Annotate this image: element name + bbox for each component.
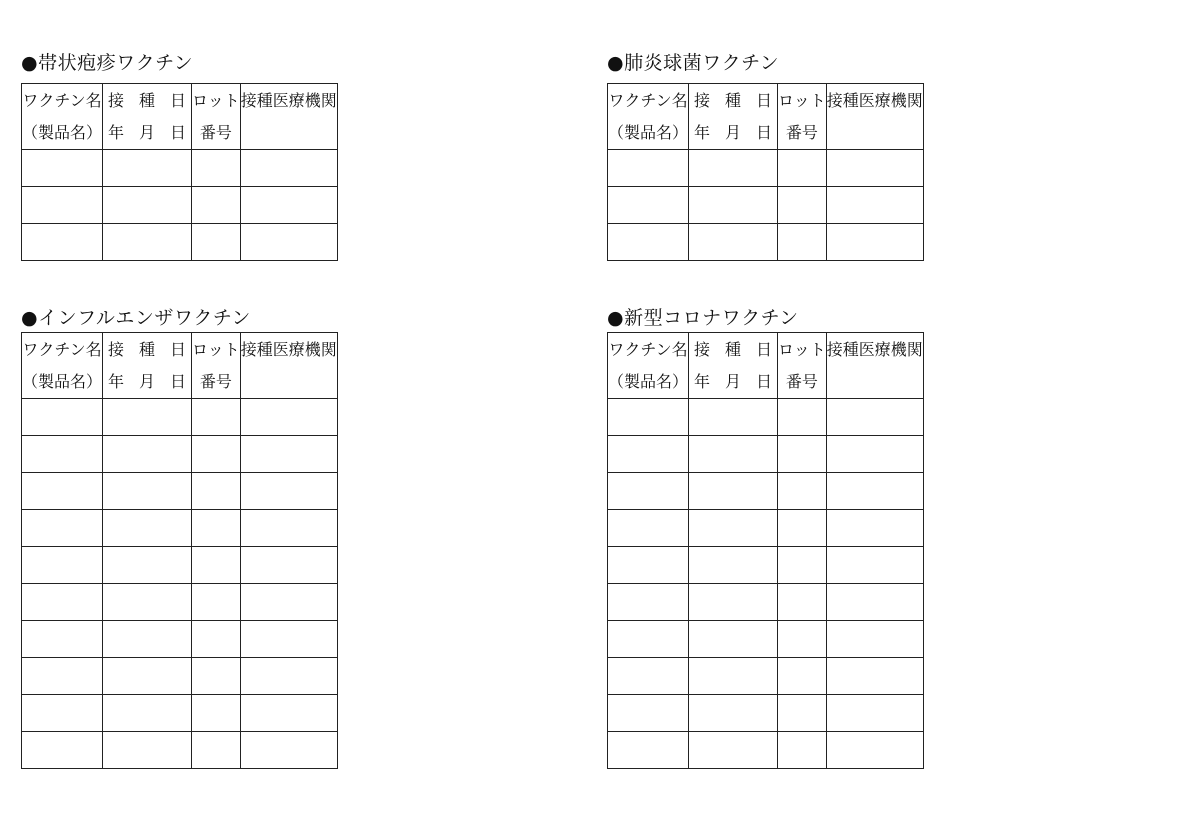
header-date-char: 接 <box>694 340 711 359</box>
header-vaccination-date <box>689 333 778 399</box>
cell-institution[interactable] <box>240 187 337 224</box>
header-date-char: 年 <box>108 123 125 142</box>
cell-lot-number[interactable] <box>192 224 241 261</box>
cell-vaccine-name[interactable] <box>22 473 103 510</box>
table-row <box>608 187 924 224</box>
cell-vaccination-date[interactable] <box>689 547 778 584</box>
cell-vaccine-name[interactable] <box>22 187 103 224</box>
cell-lot-number[interactable] <box>778 621 827 658</box>
cell-vaccination-date[interactable] <box>103 399 192 436</box>
cell-lot-number[interactable] <box>192 187 241 224</box>
header-date-char: 日 <box>756 91 773 110</box>
header-date-char: 接 <box>108 340 125 359</box>
header-lot-number <box>778 84 827 150</box>
cell-vaccination-date[interactable] <box>103 732 192 769</box>
cell-institution[interactable] <box>826 436 923 473</box>
cell-vaccine-name[interactable] <box>608 187 689 224</box>
vaccination-record-table <box>21 332 338 769</box>
cell-institution[interactable] <box>826 187 923 224</box>
header-institution-label: 接種医療機関 <box>240 91 337 110</box>
table-header-row <box>22 333 338 399</box>
cell-vaccine-name[interactable] <box>608 547 689 584</box>
header-institution <box>240 84 337 150</box>
cell-lot-number[interactable] <box>192 547 241 584</box>
header-date-char: 年 <box>694 372 711 391</box>
header-vaccine-name-line2: （製品名） <box>22 372 103 391</box>
header-date-char: 日 <box>756 123 773 142</box>
header-date-char: 月 <box>725 123 742 142</box>
cell-vaccine-name[interactable] <box>608 224 689 261</box>
cell-vaccine-name[interactable] <box>22 399 103 436</box>
cell-vaccine-name[interactable] <box>608 658 689 695</box>
header-lot-line1: ロット <box>192 340 240 359</box>
cell-lot-number[interactable] <box>778 658 827 695</box>
cell-vaccination-date[interactable] <box>689 695 778 732</box>
header-lot-line2: 番号 <box>785 372 818 391</box>
table-row <box>608 510 924 547</box>
cell-vaccination-date[interactable] <box>689 473 778 510</box>
header-date-line2 <box>103 366 191 398</box>
table-row <box>608 732 924 769</box>
vaccination-record-table <box>607 83 924 261</box>
header-date-line1 <box>103 85 191 117</box>
cell-vaccination-date[interactable] <box>689 187 778 224</box>
vaccination-record-table <box>607 332 924 769</box>
cell-vaccine-name[interactable] <box>608 473 689 510</box>
table-row <box>608 658 924 695</box>
cell-institution[interactable] <box>826 510 923 547</box>
cell-vaccine-name[interactable] <box>22 584 103 621</box>
cell-institution[interactable] <box>826 473 923 510</box>
cell-vaccination-date[interactable] <box>689 510 778 547</box>
header-date-line2 <box>689 117 777 149</box>
cell-vaccine-name[interactable] <box>22 224 103 261</box>
cell-institution[interactable] <box>826 732 923 769</box>
cell-institution[interactable] <box>240 658 337 695</box>
cell-lot-number[interactable] <box>778 695 827 732</box>
header-date-line1 <box>689 334 777 366</box>
cell-vaccination-date[interactable] <box>103 621 192 658</box>
cell-vaccination-date[interactable] <box>689 658 778 695</box>
cell-institution[interactable] <box>240 732 337 769</box>
cell-vaccine-name[interactable] <box>22 658 103 695</box>
table-row <box>608 436 924 473</box>
cell-institution[interactable] <box>240 150 337 187</box>
cell-institution[interactable] <box>826 150 923 187</box>
header-institution-label: 接種医療機関 <box>826 340 923 359</box>
cell-vaccine-name[interactable] <box>608 695 689 732</box>
table-row <box>608 695 924 732</box>
vaccination-record-table <box>21 83 338 261</box>
section-title: ●肺炎球菌ワクチン <box>607 52 780 74</box>
header-vaccine-name-line1: ワクチン名 <box>608 91 688 110</box>
cell-lot-number[interactable] <box>778 510 827 547</box>
header-date-char: 種 <box>725 340 742 359</box>
table-row <box>22 473 338 510</box>
table-body <box>22 399 338 769</box>
cell-lot-number[interactable] <box>192 150 241 187</box>
table-row <box>608 621 924 658</box>
cell-institution[interactable] <box>826 547 923 584</box>
header-vaccine-name-line2: （製品名） <box>22 123 103 142</box>
cell-vaccination-date[interactable] <box>689 436 778 473</box>
cell-institution[interactable] <box>240 399 337 436</box>
cell-institution[interactable] <box>240 584 337 621</box>
cell-vaccine-name[interactable] <box>22 695 103 732</box>
header-lot-number <box>778 333 827 399</box>
table-header-row <box>608 84 924 150</box>
table-row <box>22 621 338 658</box>
header-date-char: 月 <box>725 372 742 391</box>
section-title: ●新型コロナワクチン <box>607 307 799 329</box>
table-row <box>22 224 338 261</box>
header-date-char: 日 <box>756 372 773 391</box>
cell-institution[interactable] <box>240 510 337 547</box>
header-date-char: 種 <box>725 91 742 110</box>
cell-lot-number[interactable] <box>192 473 241 510</box>
cell-vaccination-date[interactable] <box>689 399 778 436</box>
header-lot-line2: 番号 <box>199 372 232 391</box>
cell-vaccine-name[interactable] <box>608 584 689 621</box>
header-institution <box>826 84 923 150</box>
header-date-char: 月 <box>139 123 156 142</box>
header-date-char: 日 <box>170 372 187 391</box>
header-institution <box>826 333 923 399</box>
cell-lot-number[interactable] <box>778 224 827 261</box>
header-institution <box>240 333 337 399</box>
table-row <box>608 547 924 584</box>
header-lot-number <box>192 84 241 150</box>
cell-lot-number[interactable] <box>192 436 241 473</box>
table-row <box>22 695 338 732</box>
cell-lot-number[interactable] <box>192 732 241 769</box>
cell-institution[interactable] <box>826 695 923 732</box>
cell-institution[interactable] <box>240 621 337 658</box>
cell-institution[interactable] <box>826 399 923 436</box>
cell-vaccine-name[interactable] <box>608 621 689 658</box>
header-lot-line1: ロット <box>778 340 826 359</box>
cell-institution[interactable] <box>826 621 923 658</box>
table-row <box>608 150 924 187</box>
table-row <box>22 510 338 547</box>
cell-vaccine-name[interactable] <box>22 621 103 658</box>
table-body <box>22 150 338 261</box>
header-date-char: 日 <box>170 123 187 142</box>
header-vaccine-name <box>608 84 689 150</box>
cell-vaccine-name[interactable] <box>608 399 689 436</box>
header-lot-line1: ロット <box>778 91 826 110</box>
header-vaccination-date <box>689 84 778 150</box>
cell-institution[interactable] <box>240 695 337 732</box>
header-lot-line2: 番号 <box>785 123 818 142</box>
header-vaccine-name <box>608 333 689 399</box>
header-vaccine-name-line1: ワクチン名 <box>22 340 102 359</box>
header-date-char: 種 <box>139 91 156 110</box>
cell-lot-number[interactable] <box>192 399 241 436</box>
header-date-char: 日 <box>170 91 187 110</box>
cell-vaccination-date[interactable] <box>689 150 778 187</box>
header-vaccine-name-line2: （製品名） <box>608 372 689 391</box>
table-body <box>608 150 924 261</box>
table-row <box>22 584 338 621</box>
cell-lot-number[interactable] <box>778 473 827 510</box>
cell-vaccination-date[interactable] <box>103 510 192 547</box>
cell-lot-number[interactable] <box>192 621 241 658</box>
cell-lot-number[interactable] <box>192 695 241 732</box>
table-row <box>608 224 924 261</box>
cell-vaccination-date[interactable] <box>103 473 192 510</box>
table-row <box>608 584 924 621</box>
cell-vaccination-date[interactable] <box>103 695 192 732</box>
header-date-char: 接 <box>108 91 125 110</box>
header-date-char: 年 <box>108 372 125 391</box>
header-vaccine-name <box>22 333 103 399</box>
cell-vaccine-name[interactable] <box>22 732 103 769</box>
cell-institution[interactable] <box>240 224 337 261</box>
table-row <box>22 436 338 473</box>
header-date-char: 月 <box>139 372 156 391</box>
table-header-row <box>608 333 924 399</box>
header-institution-label: 接種医療機関 <box>826 91 923 110</box>
cell-lot-number[interactable] <box>778 584 827 621</box>
header-date-line1 <box>103 334 191 366</box>
header-date-char: 接 <box>694 91 711 110</box>
cell-lot-number[interactable] <box>778 150 827 187</box>
cell-institution[interactable] <box>826 224 923 261</box>
table-body <box>608 399 924 769</box>
header-lot-line1: ロット <box>192 91 240 110</box>
cell-lot-number[interactable] <box>192 584 241 621</box>
cell-vaccine-name[interactable] <box>608 436 689 473</box>
table-row <box>22 658 338 695</box>
header-vaccine-name-line1: ワクチン名 <box>22 91 102 110</box>
header-date-line2 <box>103 117 191 149</box>
header-date-char: 日 <box>170 340 187 359</box>
cell-vaccination-date[interactable] <box>689 224 778 261</box>
table-header-row <box>22 84 338 150</box>
header-date-line1 <box>689 85 777 117</box>
header-vaccine-name-line2: （製品名） <box>608 123 689 142</box>
header-vaccine-name <box>22 84 103 150</box>
cell-institution[interactable] <box>240 436 337 473</box>
cell-vaccination-date[interactable] <box>689 732 778 769</box>
section-title: ●帯状疱疹ワクチン <box>21 52 194 74</box>
header-date-char: 日 <box>756 340 773 359</box>
cell-vaccination-date[interactable] <box>103 150 192 187</box>
cell-vaccination-date[interactable] <box>689 584 778 621</box>
header-date-char: 種 <box>139 340 156 359</box>
cell-lot-number[interactable] <box>192 510 241 547</box>
header-lot-number <box>192 333 241 399</box>
header-lot-line2: 番号 <box>199 123 232 142</box>
cell-lot-number[interactable] <box>192 658 241 695</box>
cell-vaccine-name[interactable] <box>22 436 103 473</box>
header-date-line2 <box>689 366 777 398</box>
cell-vaccine-name[interactable] <box>22 547 103 584</box>
cell-institution[interactable] <box>240 547 337 584</box>
cell-institution[interactable] <box>240 473 337 510</box>
table-row <box>22 547 338 584</box>
table-row <box>22 732 338 769</box>
cell-vaccine-name[interactable] <box>22 150 103 187</box>
header-vaccination-date <box>103 84 192 150</box>
cell-lot-number[interactable] <box>778 436 827 473</box>
header-vaccine-name-line1: ワクチン名 <box>608 340 688 359</box>
cell-lot-number[interactable] <box>778 547 827 584</box>
table-row <box>22 399 338 436</box>
cell-vaccine-name[interactable] <box>608 510 689 547</box>
header-date-char: 年 <box>694 123 711 142</box>
cell-lot-number[interactable] <box>778 732 827 769</box>
table-row <box>22 150 338 187</box>
cell-lot-number[interactable] <box>778 187 827 224</box>
table-row <box>22 187 338 224</box>
cell-lot-number[interactable] <box>778 399 827 436</box>
cell-vaccination-date[interactable] <box>103 224 192 261</box>
table-row <box>608 473 924 510</box>
table-row <box>608 399 924 436</box>
cell-vaccination-date[interactable] <box>103 436 192 473</box>
header-institution-label: 接種医療機関 <box>240 340 337 359</box>
cell-institution[interactable] <box>826 584 923 621</box>
cell-vaccination-date[interactable] <box>103 187 192 224</box>
cell-institution[interactable] <box>826 658 923 695</box>
cell-vaccination-date[interactable] <box>103 658 192 695</box>
cell-vaccination-date[interactable] <box>103 547 192 584</box>
header-vaccination-date <box>103 333 192 399</box>
cell-vaccine-name[interactable] <box>608 732 689 769</box>
section-title: ●インフルエンザワクチン <box>21 307 251 329</box>
cell-vaccine-name[interactable] <box>22 510 103 547</box>
cell-vaccination-date[interactable] <box>689 621 778 658</box>
cell-vaccine-name[interactable] <box>608 150 689 187</box>
cell-vaccination-date[interactable] <box>103 584 192 621</box>
